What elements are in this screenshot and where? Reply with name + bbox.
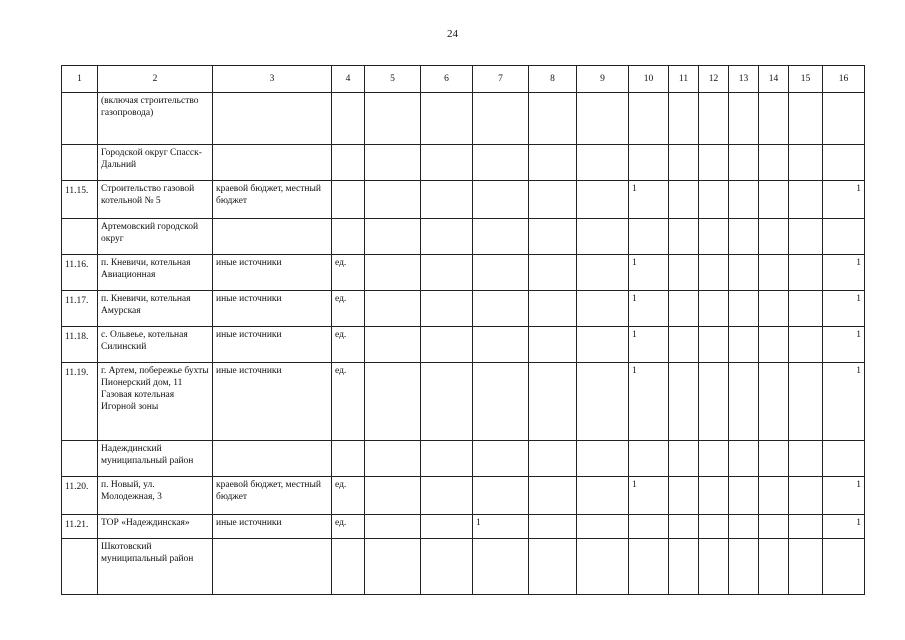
row-number-cell [62,93,98,145]
table-cell [529,327,577,363]
table-cell [473,327,529,363]
table-cell: ед. [332,515,365,539]
table-cell [629,219,669,255]
row-number-cell [62,539,98,595]
table-cell [669,441,699,477]
table-cell [759,515,789,539]
column-header: 13 [729,66,759,93]
table-cell [473,219,529,255]
table-cell [577,441,629,477]
table-cell [759,441,789,477]
column-header: 8 [529,66,577,93]
table-cell [332,539,365,595]
table-cell [473,291,529,327]
table-cell [473,93,529,145]
column-header: 14 [759,66,789,93]
table-cell: 1 [823,363,865,441]
table-cell [473,539,529,595]
table-cell [669,477,699,515]
table-cell: ед. [332,255,365,291]
table-cell [365,93,421,145]
table-cell [332,181,365,219]
table-cell [529,181,577,219]
table-cell: краевой бюджет, местный бюджет [213,477,332,515]
table-cell [759,363,789,441]
table-cell [729,441,759,477]
table-cell: иные источники [213,291,332,327]
table-cell [577,515,629,539]
table-cell [365,145,421,181]
table-cell [529,145,577,181]
table-cell [577,477,629,515]
table-cell [332,145,365,181]
table-cell: краевой бюджет, местный бюджет [213,181,332,219]
table-cell: иные источники [213,363,332,441]
table-cell [669,291,699,327]
column-header: 4 [332,66,365,93]
table-cell [699,145,729,181]
table-cell [473,145,529,181]
table-cell [789,363,823,441]
row-number-cell [62,441,98,477]
table-cell [669,181,699,219]
table-cell [213,145,332,181]
table-cell [473,441,529,477]
row-number-cell: 11.15. [62,181,98,219]
table-cell: 1 [823,181,865,219]
column-header: 10 [629,66,669,93]
table-cell [759,291,789,327]
column-header: 9 [577,66,629,93]
table-cell [529,363,577,441]
table-cell [529,219,577,255]
table-cell [823,441,865,477]
table-cell [421,145,473,181]
table-cell: 1 [629,291,669,327]
row-name-cell: Артемовский городской округ [98,219,213,255]
column-header: 1 [62,66,98,93]
table-cell [529,515,577,539]
table-cell [699,93,729,145]
table-cell [789,219,823,255]
table-cell [729,291,759,327]
table-cell [421,93,473,145]
table-cell [577,93,629,145]
row-name-cell: г. Артем, побережье бухты Пионерский дом, 11 Газовая котельная Игорной зоны [98,363,213,441]
table-cell [789,539,823,595]
row-number-cell [62,145,98,181]
column-header: 7 [473,66,529,93]
column-header: 12 [699,66,729,93]
table-cell [759,93,789,145]
table-cell [213,93,332,145]
table-cell [577,291,629,327]
table-cell [421,219,473,255]
table-cell [823,145,865,181]
table-cell [669,219,699,255]
table-cell [729,219,759,255]
table-cell: ед. [332,291,365,327]
table-cell [699,363,729,441]
table-cell [365,477,421,515]
table-cell [729,363,759,441]
table-cell [759,255,789,291]
table-row [62,181,865,219]
column-header: 15 [789,66,823,93]
table-cell [421,515,473,539]
table-cell [365,255,421,291]
table-row [62,363,865,441]
table-row [62,441,865,477]
table-cell [629,441,669,477]
table-cell [669,145,699,181]
table-cell [529,255,577,291]
table-cell [577,181,629,219]
table-cell [729,539,759,595]
table-row [62,515,865,539]
table-cell: 1 [823,255,865,291]
table-cell: иные источники [213,255,332,291]
table-cell [789,255,823,291]
table-cell: ед. [332,363,365,441]
table-cell [789,477,823,515]
table-cell [332,93,365,145]
table-cell [332,219,365,255]
table-cell [473,477,529,515]
table-cell [365,363,421,441]
table-cell [629,539,669,595]
table-cell [365,539,421,595]
row-number-cell [62,219,98,255]
row-name-cell: с. Ольвеье, котельная Силинский [98,327,213,363]
table-cell [823,539,865,595]
table-cell [789,441,823,477]
table-row [62,219,865,255]
table-cell [699,515,729,539]
row-name-cell: Городской округ Спасск-Дальний [98,145,213,181]
table-cell [729,515,759,539]
table-cell [699,327,729,363]
column-header: 3 [213,66,332,93]
table-cell: ед. [332,327,365,363]
table-cell [669,515,699,539]
table-cell: 1 [823,477,865,515]
table-row [62,255,865,291]
table-cell [823,93,865,145]
table-cell [699,477,729,515]
table-row [62,145,865,181]
row-name-cell: (включая строительство газопровода) [98,93,213,145]
table-cell [529,93,577,145]
table-cell [669,93,699,145]
data-table [61,65,865,595]
table-header-row [62,66,865,93]
row-number-cell: 11.21. [62,515,98,539]
table-cell: иные источники [213,515,332,539]
column-header: 16 [823,66,865,93]
table-cell [421,363,473,441]
table-cell [577,255,629,291]
table-cell [669,327,699,363]
table-cell: иные источники [213,327,332,363]
table-cell [577,327,629,363]
table-cell [759,477,789,515]
table-cell [421,181,473,219]
row-number-cell: 11.20. [62,477,98,515]
table-cell [577,363,629,441]
table-cell [729,477,759,515]
table-row [62,477,865,515]
table-cell [365,441,421,477]
table-cell [789,515,823,539]
table-cell [699,291,729,327]
table-cell [365,515,421,539]
table-cell: 1 [629,327,669,363]
table-cell [529,441,577,477]
row-name-cell: п. Новый, ул. Молодежная, 3 [98,477,213,515]
row-name-cell: Строительство газовой котельной № 5 [98,181,213,219]
table-cell [729,327,759,363]
table-cell: 1 [629,181,669,219]
table-cell [699,539,729,595]
row-number-cell: 11.17. [62,291,98,327]
row-number-cell: 11.16. [62,255,98,291]
table-cell [759,145,789,181]
table-cell: 1 [629,477,669,515]
table-cell [759,181,789,219]
table-cell [789,291,823,327]
table-cell: 1 [823,327,865,363]
table-cell [332,441,365,477]
table-cell [699,219,729,255]
row-number-cell: 11.19. [62,363,98,441]
table-cell [669,255,699,291]
table-cell [421,291,473,327]
table-cell [421,539,473,595]
table-cell [629,515,669,539]
table-cell [789,93,823,145]
table-cell [529,291,577,327]
table-cell [823,219,865,255]
table-cell: 1 [629,255,669,291]
table-cell [421,327,473,363]
table-cell [699,255,729,291]
table-cell: ед. [332,477,365,515]
table-cell [529,477,577,515]
table-cell [729,93,759,145]
table-cell [213,539,332,595]
table-cell [789,145,823,181]
row-name-cell: Шкотовский муниципальный район [98,539,213,595]
page-number: 24 [447,28,458,40]
table-cell [789,327,823,363]
table-cell [365,291,421,327]
table-cell [421,255,473,291]
table-cell [365,219,421,255]
column-header: 11 [669,66,699,93]
table-cell [759,327,789,363]
row-number-cell: 11.18. [62,327,98,363]
table-cell [759,539,789,595]
table-row [62,93,865,145]
table-row [62,327,865,363]
table-cell [789,181,823,219]
table-cell: 1 [629,363,669,441]
table-cell [473,255,529,291]
table-cell [669,539,699,595]
table-cell [729,181,759,219]
column-header: 2 [98,66,213,93]
table-cell [421,477,473,515]
row-name-cell: ТОР «Надеждинская» [98,515,213,539]
table-cell [729,255,759,291]
table-cell [473,363,529,441]
table-cell [213,219,332,255]
table-cell [669,363,699,441]
table-cell [759,219,789,255]
table-cell [699,441,729,477]
table-cell [213,441,332,477]
table-cell [421,441,473,477]
row-name-cell: п. Кневичи, котельная Амурская [98,291,213,327]
table-cell: 1 [823,515,865,539]
table-row [62,539,865,595]
row-name-cell: Надеждинский муниципальный район [98,441,213,477]
table-row [62,291,865,327]
table-cell [473,181,529,219]
table-cell [529,539,577,595]
table-cell [629,93,669,145]
table-cell [365,181,421,219]
column-header: 6 [421,66,473,93]
table-cell: 1 [823,291,865,327]
table-cell [365,327,421,363]
table-cell [629,145,669,181]
table-cell [577,539,629,595]
column-header: 5 [365,66,421,93]
table-cell [577,219,629,255]
row-name-cell: п. Кневичи, котельная Авиационная [98,255,213,291]
table-cell [577,145,629,181]
table-cell: 1 [473,515,529,539]
table-cell [699,181,729,219]
table-cell [729,145,759,181]
